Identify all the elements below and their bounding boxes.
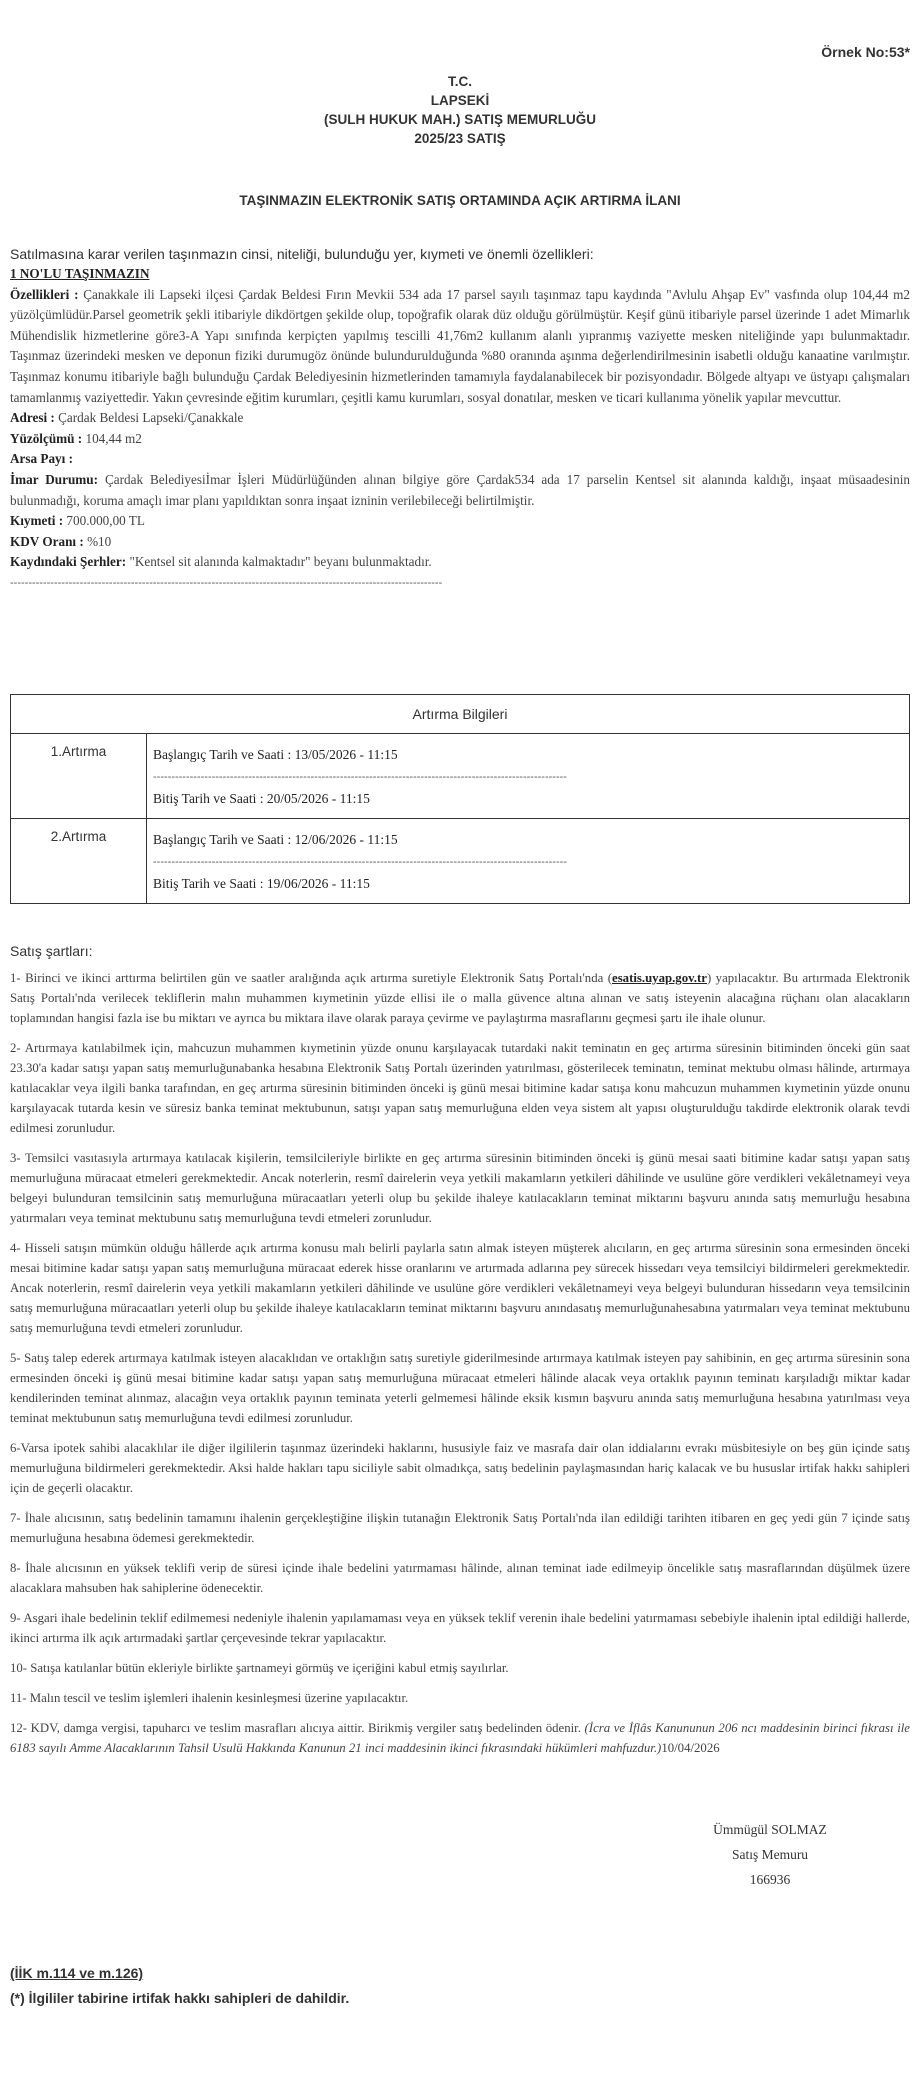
- property-features: [10, 285, 910, 409]
- term-3: 3- Temsilci vasıtasıyla artırmaya katılacak kişilerin, temsilcileriyle birlikte en geç artırma süresinin bitiminden önceki iş günü mesai saati bitimine kadar satışı yapan satış memurluğuna müracaat etmeleri gerekmektedir. Ancak noterlerin, resmî dairelerin veya yetkili makamların yetkileri dâhilinde ve usulüne göre verdikleri vekâletnameyi veya belgeyi bulunduran temsilcinin satış memurluğuna müracaatları yeterli olup bu şekilde ihaleye katılacakların teminat miktarını başvuru anında satış memurluğu hesabına yatırmaları veya teminat mektubunu satış memurluğuna tevdi etmeleri zorunludur.: [10, 1151, 910, 1225]
- auction-round-name: 2.Artırma: [11, 819, 147, 904]
- term-1-text-before: 1- Birinci ve ikinci arttırma belirtilen gün ve saatler aralığında açık artırma suretiyle Elektronik Satış Portalı'nda (: [10, 971, 613, 985]
- value-label: Kıymeti :: [10, 513, 64, 529]
- vat-value: %10: [87, 533, 112, 549]
- auction-round-dates: [147, 819, 910, 904]
- notice-date: 10/04/2026: [661, 1741, 720, 1755]
- property-separator: ----------------------------------------------------------------------------------------------------------------------: [10, 576, 443, 589]
- term-1-text-after: ) yapılacaktır. Bu artırmada Elektronik Satış Portalı'nda verilecek tekliflerin malın muhammen kıymetinin yüzde ellisi ile o malla güvence altına alınan ve satış isteyenin alacağına rüçhanı olan alacakların toplamından hangisi fazla ise bu miktarı ve ayrıca bu miktara ilave olarak paraya çevirme ve paylaştırma masraflarını geçmesi şartı ile ihale olunur.: [10, 971, 910, 1025]
- vat-label: KDV Oranı :: [10, 533, 84, 549]
- auction-table-header-row: [11, 695, 910, 734]
- property-value: [10, 511, 910, 532]
- term-7: 7- İhale alıcısının, satış bedelinin tamamını ihalenin gerçekleştiğine ilişkin tutanağın Elektronik Satış Portalı'nda ilan edildiği tarihten itibaren en geç yedi gün 7 içinde satış memurluğuna hesabına ödemesi gerekmektedir.: [10, 1511, 910, 1545]
- address-value: Çardak Beldesi Lapseki/Çanakkale: [58, 410, 244, 426]
- annotations-label: Kaydındaki Şerhler:: [10, 554, 127, 570]
- terms-heading: Satış şartları:: [10, 943, 93, 959]
- auction-table-title: Artırma Bilgileri: [11, 695, 910, 734]
- property-area: [10, 429, 910, 450]
- example-number: Örnek No:53*: [821, 44, 910, 60]
- term-1: [10, 968, 910, 1028]
- header-district: LAPSEKİ: [430, 93, 490, 108]
- features-label: Özellikleri :: [10, 286, 79, 302]
- property-heading: 1 NO'LU TAŞINMAZIN: [10, 266, 150, 281]
- zoning-text: Çardak Belediyesiİmar İşleri Müdürlüğünden alınan bilgiye göre Çardak534 ada 17 parselin Kentsel sit alanında kaldığı, inşaat müsaadesinin bulunmadığı, koruma amaçlı imar planı yapıldıktan sonra inşaat izninin verilebileceği belirtilmiştir.: [10, 471, 910, 508]
- auction-table: [10, 694, 910, 904]
- term-11: 11- Malın tescil ve teslim işlemleri ihalenin kesinleşmesi üzerine yapılacaktır.: [10, 1691, 409, 1705]
- header-country: T.C.: [447, 74, 472, 89]
- intro-text: Satılmasına karar verilen taşınmazın cinsi, niteliği, bulunduğu yer, kıymeti ve önemli özellikleri:: [10, 246, 594, 262]
- property-land-share: [10, 449, 910, 470]
- auction-row: [11, 819, 910, 904]
- auction-start-datetime: Başlangıç Tarih ve Saati : 12/06/2026 - 11:15: [153, 832, 398, 847]
- document-header: [10, 72, 910, 148]
- features-text: Çanakkale ili Lapseki ilçesi Çardak Beldesi Fırın Mevkii 534 ada 17 parsel sayılı taşınmaz tapu kaydında "Avlulu Ahşap Ev" vasfında olup 104,44 m2 yüzölçümlüdür.Parsel geometrik şekli itibariyle dikdörtgen şekilde olup, topoğrafik olarak düz olduğu görülmüştür. Keşif günü itibariyle parsel üzerinde 1 adet Mimarlık Mühendislik hizmetlerine göre3-A Yapı sınıfında kerpiçten yapılmış tescilli 41,76m2 kullanım alanlı yıpranmış vaziyette mesken niteliğinde yapı bulunmaktadır. Taşınmaz üzerindeki mesken ve deponun fiziki durumugöz önünde bulundurulduğunda %80 oranında aşınma değerlendirilmesinin isabetli olduğu kanaatine varılmıştır. Taşınmaz konumu itibariyle bağlı bulunduğu Çardak Belediyesinin hizmetlerinden tamamıyla faydalanabilecek bir pozisyondadır. Bölgede altyapı ve üstyapı çalışmaları tamamlanmış vaziyettedir. Yakın çevresinde eğitim kurumları, çeşitli kamu kurumları, sosyal donatılar, mesken ve ticari kullanıma yönelik yapılar mevcuttur.: [10, 286, 911, 405]
- term-9: 9- Asgari ihale bedelinin teklif edilmemesi nedeniyle ihalenin yapılamaması veya en yüksek teklif verenin ihale bedelini yatırmaması sebebiyle ihalenin iptal edildiği hallerde, ikinci artırma ilk açık artırmadaki şartlar çerçevesinde tekrar yapılacaktır.: [10, 1611, 910, 1645]
- law-reference: (İİK m.114 ve m.126): [10, 1965, 144, 1981]
- header-office: (SULH HUKUK MAH.) SATIŞ MEMURLUĞU: [324, 112, 596, 127]
- auction-separator: -----------------------------------------------------------------------------------------------------------------: [153, 856, 567, 868]
- term-12-text: 12- KDV, damga vergisi, tapuharcı ve teslim masrafları alıcıya aittir. Birikmiş vergiler satış bedelinden ödenir.: [10, 1721, 585, 1735]
- term-10: 10- Satışa katılanlar bütün ekleriyle birlikte şartnameyi görmüş ve içeriğini kabul etmiş sayılırlar.: [10, 1661, 509, 1675]
- property-vat: [10, 532, 910, 553]
- term-2: 2- Artırmaya katılabilmek için, mahcuzun muhammen kıymetinin yüzde onunu karşılayacak tutardaki nakit teminatın en geç artırma süresinin bitiminden önceki gün saat 23.30'a kadar satışı yapan satış memurluğunabanka hesabına Elektronik Satış Portalı üzerinden yatırılması, gösterilecek teminatın, teminat mektubu olması hâlinde, artırmaya katılacaklar veya ilgili banka tarafından, en geç artırma süresinin bitiminden önceki iş günü mesai bitimine kadar satışa konu mahcuzun muhammen kıymetinin yüzde onunu karşılayacak tutarda kesin ve süresiz banka teminat mektubunun, satışı yapan satış memurluğuna elden veya sistem alt yapısı oluşturulduğu takdirde elektronik olarak tevdi edilmesi zorunludur.: [10, 1041, 910, 1135]
- footnote: (*) İlgililer tabirine irtifak hakkı sahipleri de dahildir.: [10, 1990, 350, 2006]
- term-6: 6-Varsa ipotek sahibi alacaklılar ile diğer ilgililerin taşınmaz üzerindeki haklarını, hususiyle faiz ve masrafa dair olan iddialarını evrakı müsbitesiyle on beş gün içinde satış memurluğuna bildirmeleri gerekmektedir. Aksi halde hakları tapu siciliyle sabit olmadıkça, satış bedelinin paylaşmasından hariç kalacak ve bu hususlar irtifak hakkı sahipleri için de geçerli olacaktır.: [10, 1441, 910, 1495]
- auction-row: [11, 734, 910, 819]
- value-amount: 700.000,00 TL: [66, 513, 145, 529]
- document-footer: [10, 1961, 349, 2011]
- auction-end-datetime: Bitiş Tarih ve Saati : 19/06/2026 - 11:15: [153, 876, 370, 891]
- header-file-number: 2025/23 SATIŞ: [414, 131, 506, 146]
- signature-block: [670, 1817, 870, 1892]
- property-address: [10, 408, 910, 429]
- officer-number: 166936: [749, 1872, 791, 1887]
- auction-end-datetime: Bitiş Tarih ve Saati : 20/05/2026 - 11:15: [153, 791, 370, 806]
- property-details: [10, 264, 910, 594]
- term-8: 8- İhale alıcısının en yüksek teklifi verip de süresi içinde ihale bedelini yatırmaması hâlinde, alınan teminat iade edilmeyip öncelikle satış masraflarından düşülmek üzere alacaklara mahsuben hak sahiplerine ödenecektir.: [10, 1561, 910, 1595]
- property-annotations: [10, 552, 910, 573]
- officer-name: Ümmügül SOLMAZ: [713, 1822, 827, 1837]
- auction-round-name: 1.Artırma: [11, 734, 147, 819]
- zoning-label: İmar Durumu:: [10, 471, 99, 487]
- auction-start-datetime: Başlangıç Tarih ve Saati : 13/05/2026 - 11:15: [153, 747, 398, 762]
- term-12-legal-note: (İcra ve İflâs Kanununun 206 ncı maddesinin birinci fıkrası ile 6183 sayılı Amme Alacaklarının Tahsil Usulü Hakkında Kanunun 21 inci maddesinin ikinci fıkrasındaki hükümleri mahfuzdur.): [10, 1721, 910, 1755]
- auction-round-dates: [147, 734, 910, 819]
- term-4: 4- Hisseli satışın mümkün olduğu hâllerde açık artırma konusu malı belirli paylarla satın almak isteyen müşterek alıcıların, en geç artırma süresinin sona ermesinden önceki mesai bitimine kadar satışı yapan satış memurluğuna müracaat ederek hisse oranlarını ve artırmada adlarına pey sürecek hissedarı veya temsilciyi bildirmeleri gerekmektedir. Ancak noterlerin, resmî dairelerin veya yetkili makamların yetkileri dâhilinde ve usulüne göre verdikleri vekâletnameyi veya belgeyi bulunduran hissedarın veya temsilcinin satış memurluğuna müracaatları yeterli olup bu şekilde ihaleye katılacakların teminat miktarını başvuru anındasatış memurluğunahesabına yatırmaları veya teminat mektubunu satış memurluğuna tevdi etmeleri zorunludur.: [10, 1241, 910, 1335]
- area-value: 104,44 m2: [85, 430, 142, 446]
- address-label: Adresi :: [10, 410, 55, 426]
- auction-separator: -----------------------------------------------------------------------------------------------------------------: [153, 771, 567, 783]
- property-zoning: [10, 470, 910, 511]
- share-label: Arsa Payı :: [10, 451, 73, 467]
- term-12: [10, 1718, 910, 1758]
- esatis-portal-link[interactable]: esatis.uyap.gov.tr: [612, 971, 707, 985]
- annotations-text: "Kentsel sit alanında kalmaktadır" beyanı bulunmaktadır.: [129, 554, 432, 570]
- term-5: 5- Satış talep ederek artırmaya katılmak isteyen alacaklıdan ve ortaklığın satış suretiyle giderilmesinde artırmaya katılmak isteyen pay sahibinin, en geç artırma süresinin sona ermesinden önceki iş günü mesai bitimine kadar satışı yapan satış memurluğuna müracaat etmeleri hâlinde alacak veya ortaklık payının teminatı karşıladığı miktar kadar kendilerinden teminat alınmaz, alacağın veya ortaklık payının teminata yeterli gelmemesi hâlinde eksik kısmın başvuru anında satış memurluğuna hesabına yatırılması veya teminat mektubunun satış memurluğuna tevdi edilmesi zorunludur.: [10, 1351, 910, 1425]
- notice-title: TAŞINMAZIN ELEKTRONİK SATIŞ ORTAMINDA AÇIK ARTIRMA İLANI: [239, 193, 681, 208]
- officer-title: Satış Memuru: [731, 1847, 809, 1862]
- sale-terms: [10, 968, 910, 1768]
- area-label: Yüzölçümü :: [10, 430, 83, 446]
